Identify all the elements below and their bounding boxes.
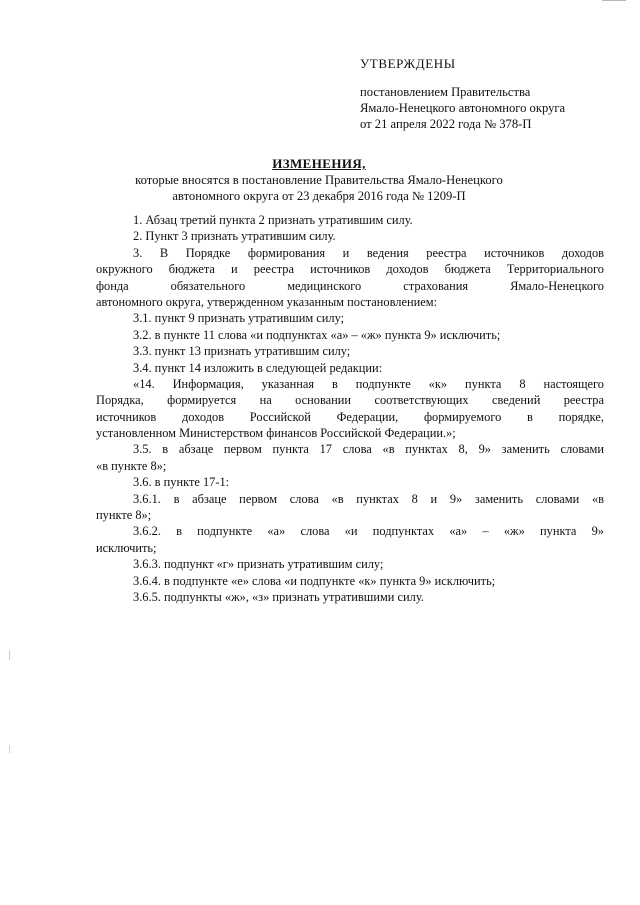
body-line: 3.5. в абзаце первом пункта 17 слова «в пунктах 8, 9» заменить словами [133, 442, 604, 457]
document-body [96, 212, 604, 605]
body-line: пункте 8»; [96, 508, 152, 523]
body-line: окружного бюджета и реестра источников доходов бюджета Территориального [96, 262, 604, 277]
document-subtitle [98, 172, 540, 204]
body-line: 3.6.1. в абзаце первом слова «в пунктах 8 и 9» заменить словами «в [133, 491, 604, 506]
approval-line: Ямало-Ненецкого автономного округа [360, 101, 566, 115]
body-line: 1. Абзац третий пункта 2 признать утратившим силу. [133, 213, 413, 227]
body-line: «в пункте 8»; [96, 458, 167, 473]
body-line: 3.4. пункт 14 изложить в следующей редакции: [133, 360, 383, 375]
approved-heading: УТВЕРЖДЕНЫ [360, 56, 456, 71]
body-line: фонда обязательного медицинского страхования Ямало-Ненецкого [96, 278, 604, 293]
body-line: 3.6. в пункте 17-1: [133, 475, 230, 490]
body-line: источников доходов Российской Федерации, формируемого в порядке, [96, 409, 604, 424]
body-line: 3. В Порядке формирования и ведения реестра источников доходов [133, 245, 604, 260]
body-line: 3.6.5. подпункты «ж», «з» признать утратившими силу. [133, 589, 424, 604]
subtitle-line: которые вносятся в постановление Правительства Ямало-Ненецкого [135, 173, 503, 187]
body-line: установленном Министерством финансов Российской Федерации.»; [96, 426, 456, 441]
scan-artifact-line [602, 0, 626, 1]
body-line: исключить; [96, 540, 157, 555]
scan-artifact-dot [9, 745, 10, 753]
approval-block [360, 84, 565, 132]
body-line: 3.6.3. подпункт «г» признать утратившим силу; [133, 557, 384, 572]
body-line: 3.2. в пункте 11 слова «и подпунктах «а» – «ж» пункта 9» исключить; [133, 327, 501, 342]
body-line: Порядка, формируется на основании соответствующих сведений реестра [96, 393, 604, 408]
approval-line: постановлением Правительства [360, 85, 531, 99]
body-line: «14. Информация, указанная в подпункте «к» пункта 8 настоящего [133, 376, 604, 391]
document-title: ИЗМЕНЕНИЯ, [272, 156, 366, 171]
body-line: 3.6.2. в подпункте «а» слова «и подпунктах «а» – «ж» пункта 9» [133, 524, 604, 539]
body-line: 3.1. пункт 9 признать утратившим силу; [133, 311, 345, 326]
body-line: 3.3. пункт 13 признать утратившим силу; [133, 344, 351, 359]
body-line: автономного округа, утвержденном указанным постановлением: [96, 294, 438, 309]
subtitle-line: автономного округа от 23 декабря 2016 года № 1209-П [172, 189, 466, 203]
approval-line: от 21 апреля 2022 года № 378-П [360, 117, 532, 131]
body-line: 2. Пункт 3 признать утратившим силу. [133, 229, 336, 244]
scan-artifact-dot [9, 650, 10, 660]
body-line: 3.6.4. в подпункте «е» слова «и подпункте «к» пункта 9» исключить; [133, 573, 496, 588]
